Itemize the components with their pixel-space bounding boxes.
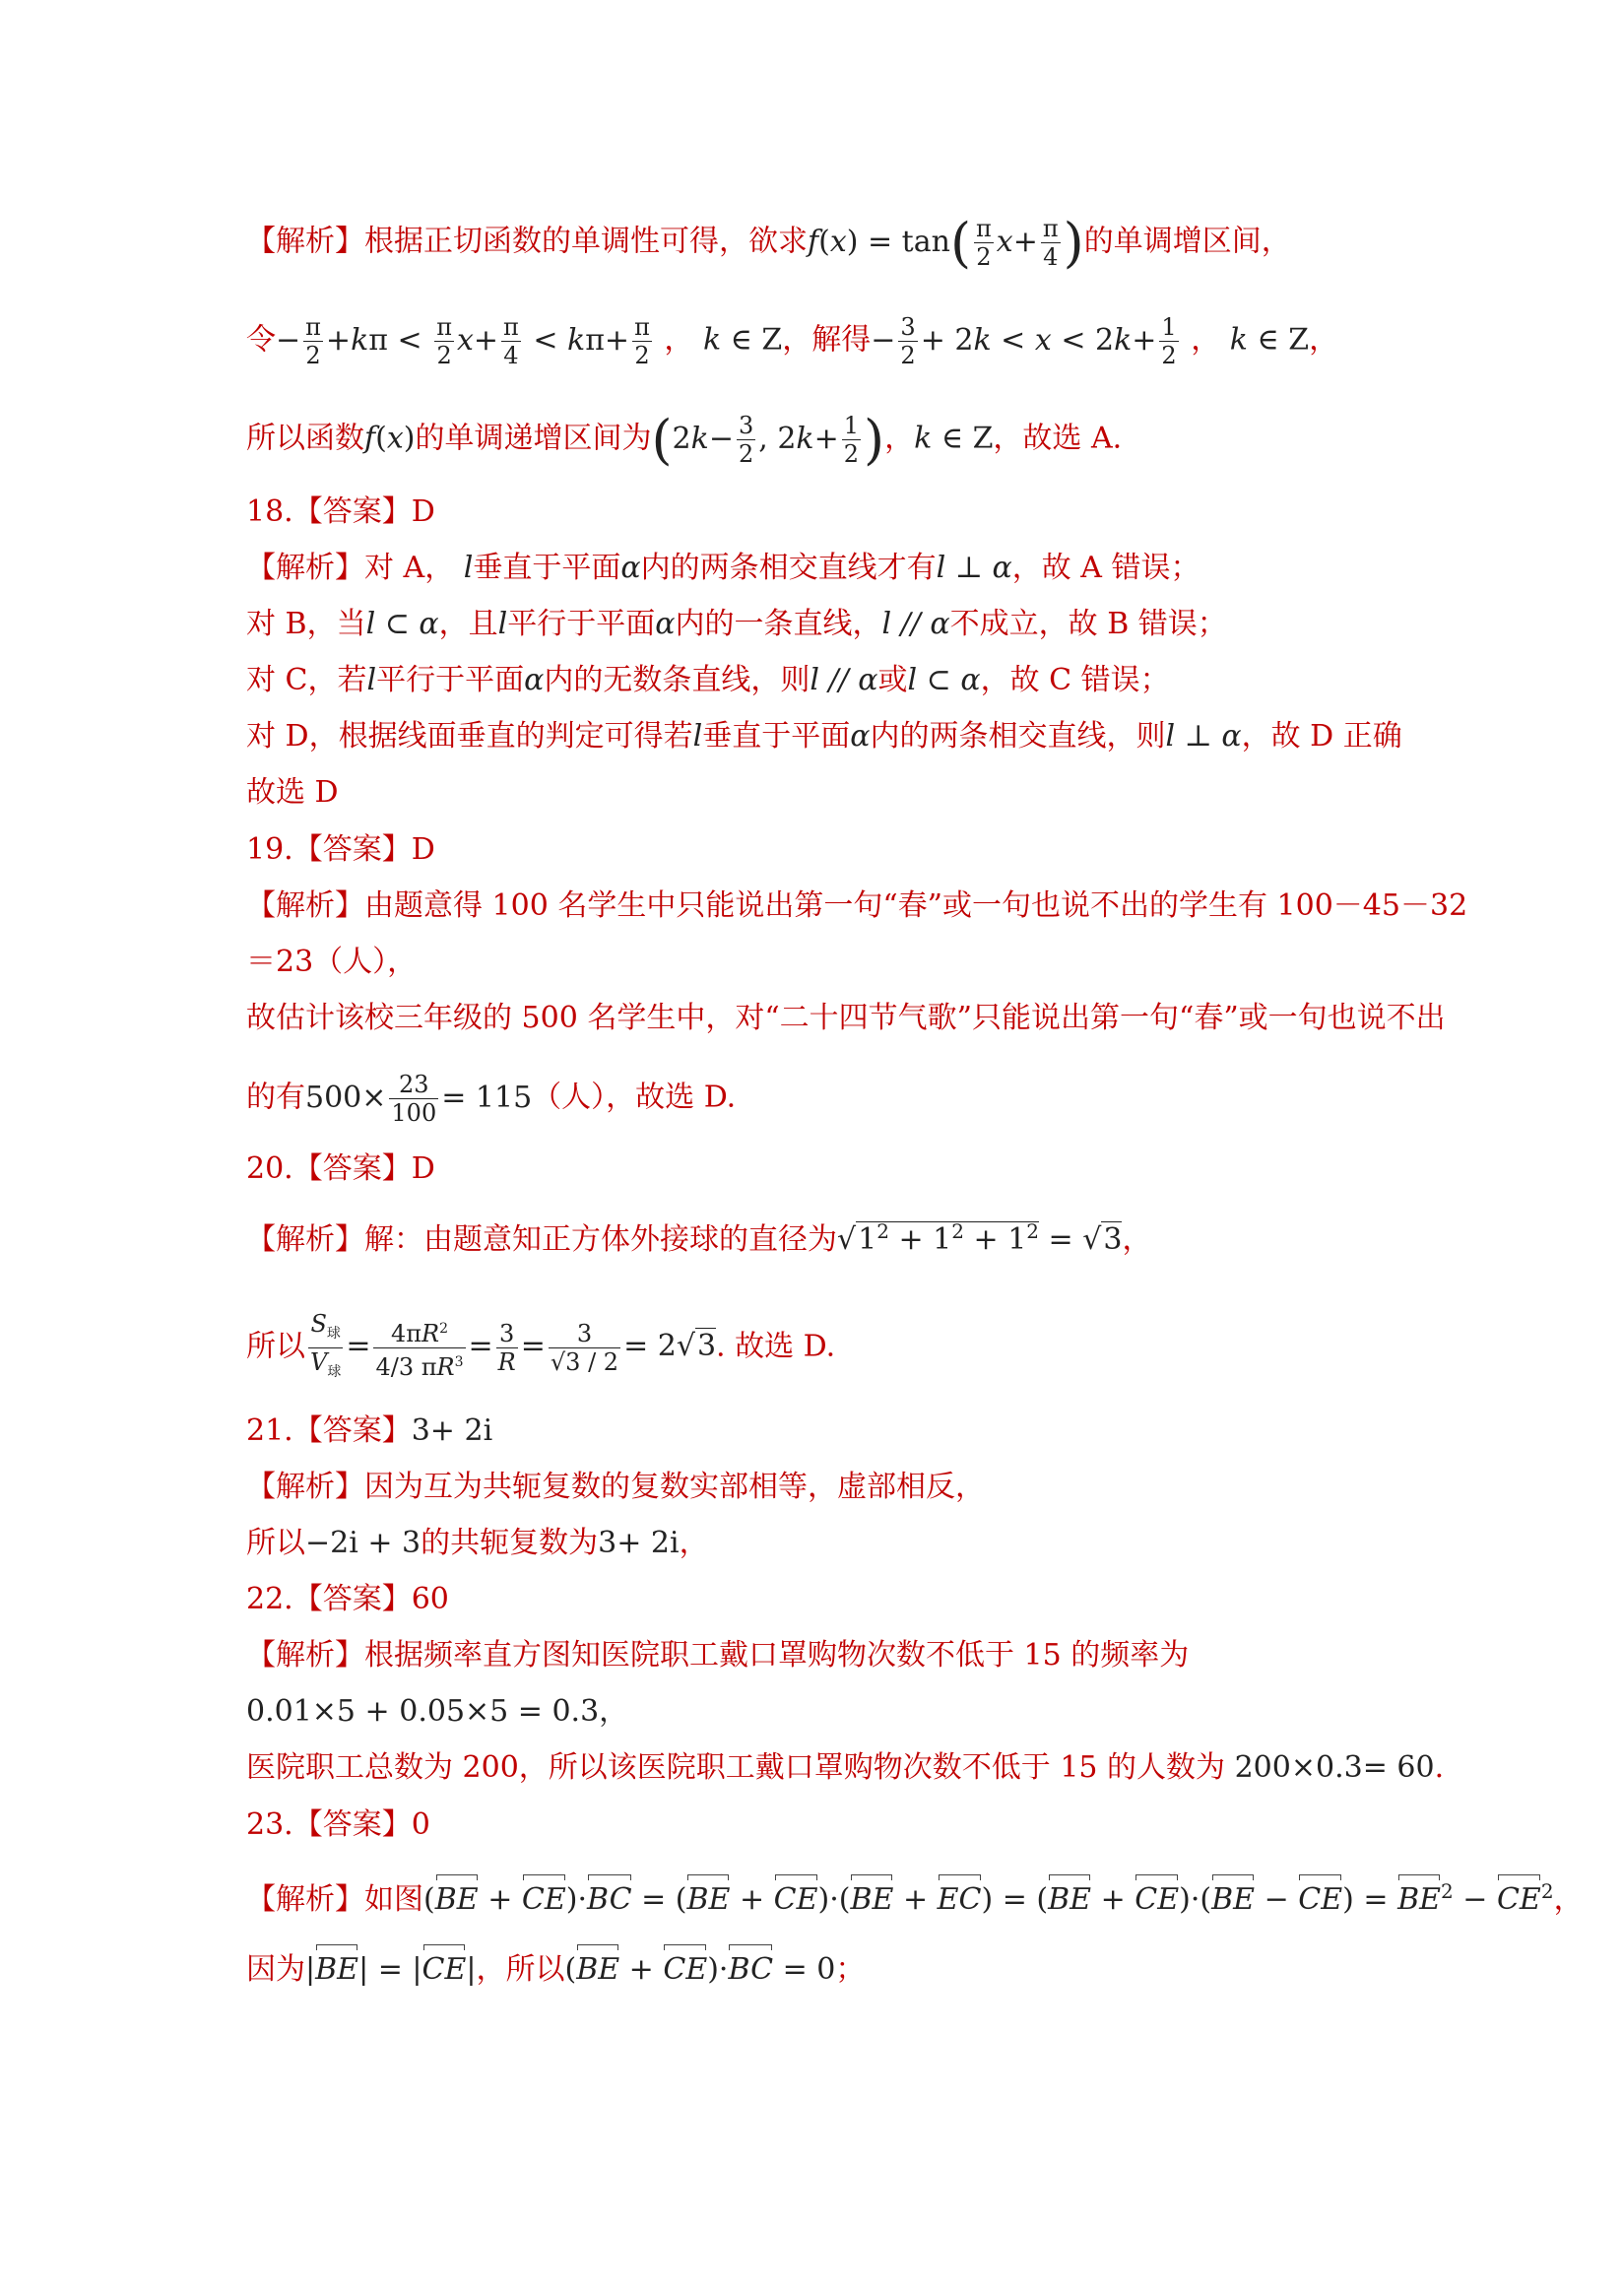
math: l: [463, 551, 474, 585]
text: ，: [679, 1526, 709, 1560]
text: 【解析】解：由题意知正方体外接球的直径为: [246, 1222, 837, 1257]
formula: 500× $\frac{23}{100}$ = 115: [305, 1071, 533, 1127]
text: ，: [884, 421, 915, 456]
text: 20.【答案】D: [246, 1151, 435, 1186]
formula: −2i + 3: [305, 1526, 421, 1560]
formula: k ∈ Z: [914, 421, 994, 456]
text: ，且: [438, 607, 498, 641]
text: ，故 C 错误；: [980, 663, 1170, 697]
math: l: [692, 719, 703, 754]
text: ，解得: [782, 322, 872, 358]
analysis-18-e: [246, 773, 339, 813]
text: 对 D，根据线面垂直的判定可得若: [246, 719, 693, 754]
text: 的共轭复数为: [421, 1526, 599, 1560]
formula: $(BE + CE)\cdot BC = (BE + CE)\cdot(BE + EC) = (BE + CE)\cdot(BE - CE) = BE^2 - CE^2$: [423, 1882, 1554, 1917]
text: 23.【答案】0: [246, 1807, 430, 1842]
text: ，: [1122, 1222, 1152, 1257]
formula: (2k− $\frac{3}{2}$ , 2k+ $\frac{1}{2}$ ): [651, 408, 885, 471]
answer-18: [246, 492, 435, 532]
analysis-21-b: [246, 1524, 709, 1563]
math: α: [850, 719, 871, 754]
text: ，: [1309, 322, 1339, 358]
formula: k ∈ Z: [1229, 322, 1310, 358]
text: ，故选 A.: [993, 421, 1123, 456]
text: 【解析】根据频率直方图知医院职工戴口罩购物次数不低于 15 的频率为: [246, 1638, 1190, 1673]
math: l // α: [810, 663, 878, 697]
text: ，: [1191, 322, 1221, 358]
text: ，故 A 错误；: [1011, 551, 1200, 585]
answer-value: 3+ 2i: [411, 1413, 493, 1448]
math: α: [655, 607, 676, 641]
answer-23: [246, 1805, 430, 1845]
formula: $√1^2 + 1^2 + 1^2 = √3$: [837, 1219, 1123, 1257]
math: l ⊂ α: [365, 607, 439, 641]
formula: − $\frac{3}{2}$ + 2k < x < 2k+ $\frac{1}{2}$: [871, 313, 1177, 369]
text: 对 B，当: [246, 607, 366, 641]
analysis-22-a: [246, 1636, 1189, 1675]
text: 的有: [246, 1080, 305, 1115]
text: ＝23（人），: [246, 945, 418, 979]
text: 21.【答案】: [246, 1413, 412, 1448]
text: 令: [246, 322, 276, 358]
text: 所以: [246, 1329, 305, 1364]
analysis-19-d: [246, 1071, 736, 1127]
formula: 3+ 2i: [598, 1526, 680, 1560]
text: 【解析】因为互为共轭复数的复数实部相等，虚部相反，: [246, 1470, 985, 1504]
formula: 0.01×5 + 0.05×5 = 0.3，: [246, 1694, 629, 1729]
formula: |BE| = |CE|: [305, 1952, 476, 1987]
analysis-17-line-3: [246, 408, 1123, 471]
text: ；: [835, 1952, 866, 1987]
text: 故选 D: [246, 775, 339, 810]
text: 对 C，若: [246, 663, 367, 697]
text: 【解析】由题意得 100 名学生中只能说出第一句“春”或一句也说不出的学生有 100－45－32: [246, 888, 1468, 923]
analysis-17-line-2: [246, 313, 1338, 369]
text: 垂直于平面: [473, 551, 621, 585]
formula: 200×0.3= 60: [1234, 1750, 1435, 1785]
text: . 故选 D.: [716, 1329, 836, 1364]
formula: $\frac{S_球}{V_球}$ = $\frac{4\pi R^2}{4/3 \pi R^3}$ = $\frac{3}{R}$ = $\frac{3}{√3 / 2}$ = 2√3: [310, 1310, 717, 1381]
formula: f(x) = tan( $\frac{\pi}{2}$ x+ $\frac{\pi}{4}$ ): [808, 211, 1084, 274]
math: l // α: [881, 607, 950, 641]
formula: k ∈ Z: [702, 322, 783, 358]
text: 【解析】根据正切函数的单调性可得，欲求: [246, 224, 808, 259]
analysis-18-b: [246, 605, 1227, 644]
analysis-22-c: [246, 1748, 1444, 1788]
math: l ⊥ α: [936, 551, 1012, 585]
formula: − $\frac{\pi}{2}$ +kπ < $\frac{\pi}{2}$ x+ $\frac{\pi}{4}$ < kπ+ $\frac{\pi}{2}$: [276, 313, 650, 369]
answer-21: [246, 1411, 492, 1451]
analysis-18-a: [246, 549, 1200, 588]
text: 所以: [246, 1526, 305, 1560]
analysis-21-a: [246, 1468, 985, 1507]
math: l: [497, 607, 508, 641]
text: 垂直于平面: [702, 719, 851, 754]
text: 【解析】对 A，: [246, 551, 455, 585]
answer-22: [246, 1580, 449, 1619]
analysis-19-b: [246, 943, 417, 982]
analysis-18-c: [246, 661, 1170, 700]
analysis-19-a: [246, 886, 1467, 926]
text: 内的无数条直线，则: [544, 663, 810, 697]
text: 内的两条相交直线，则: [870, 719, 1166, 754]
text: 平行于平面: [376, 663, 525, 697]
math: l: [366, 663, 377, 697]
text: 所以函数: [246, 421, 364, 456]
text: （人），故选 D.: [532, 1080, 737, 1115]
analysis-23-b: [246, 1950, 865, 1990]
text: 因为: [246, 1952, 305, 1987]
text: 内的两条相交直线才有: [640, 551, 937, 585]
text: ，所以: [476, 1952, 565, 1987]
text: 19.【答案】D: [246, 832, 435, 867]
text: ，故 D 正确: [1241, 719, 1402, 754]
text: ，: [1553, 1882, 1584, 1917]
math: α: [620, 551, 641, 585]
analysis-22-b: [246, 1692, 628, 1732]
text: 不成立，故 B 错误；: [949, 607, 1227, 641]
answer-20: [246, 1149, 435, 1189]
text: 医院职工总数为 200，所以该医院职工戴口罩购物次数不低于 15 的人数为: [246, 1750, 1226, 1785]
analysis-20-b: [246, 1310, 835, 1386]
text: 平行于平面: [507, 607, 656, 641]
answer-19: [246, 830, 435, 870]
text: ，: [664, 322, 694, 358]
text: 或: [877, 663, 908, 697]
text: 故估计该校三年级的 500 名学生中，对“二十四节气歌”只能说出第一句“春”或一句也说不出: [246, 1001, 1446, 1035]
text: .: [1434, 1750, 1445, 1785]
math: l ⊥ α: [1165, 719, 1242, 754]
text: 22.【答案】60: [246, 1582, 449, 1616]
text: 的单调递增区间为: [415, 421, 652, 456]
math: l ⊂ α: [907, 663, 981, 697]
text: 18.【答案】D: [246, 494, 435, 529]
text: 内的一条直线，: [675, 607, 882, 641]
analysis-18-d: [246, 717, 1402, 756]
text: 的单调增区间，: [1083, 224, 1291, 259]
formula: (BE + CE)·BC = 0: [564, 1952, 835, 1987]
analysis-23-a: [246, 1871, 1584, 1920]
analysis-19-c: [246, 999, 1446, 1038]
text: 【解析】如图: [246, 1882, 423, 1917]
formula: f(x): [364, 421, 416, 456]
analysis-20-a: [246, 1212, 1151, 1260]
math: α: [524, 663, 545, 697]
analysis-17-line-1: [246, 211, 1291, 274]
